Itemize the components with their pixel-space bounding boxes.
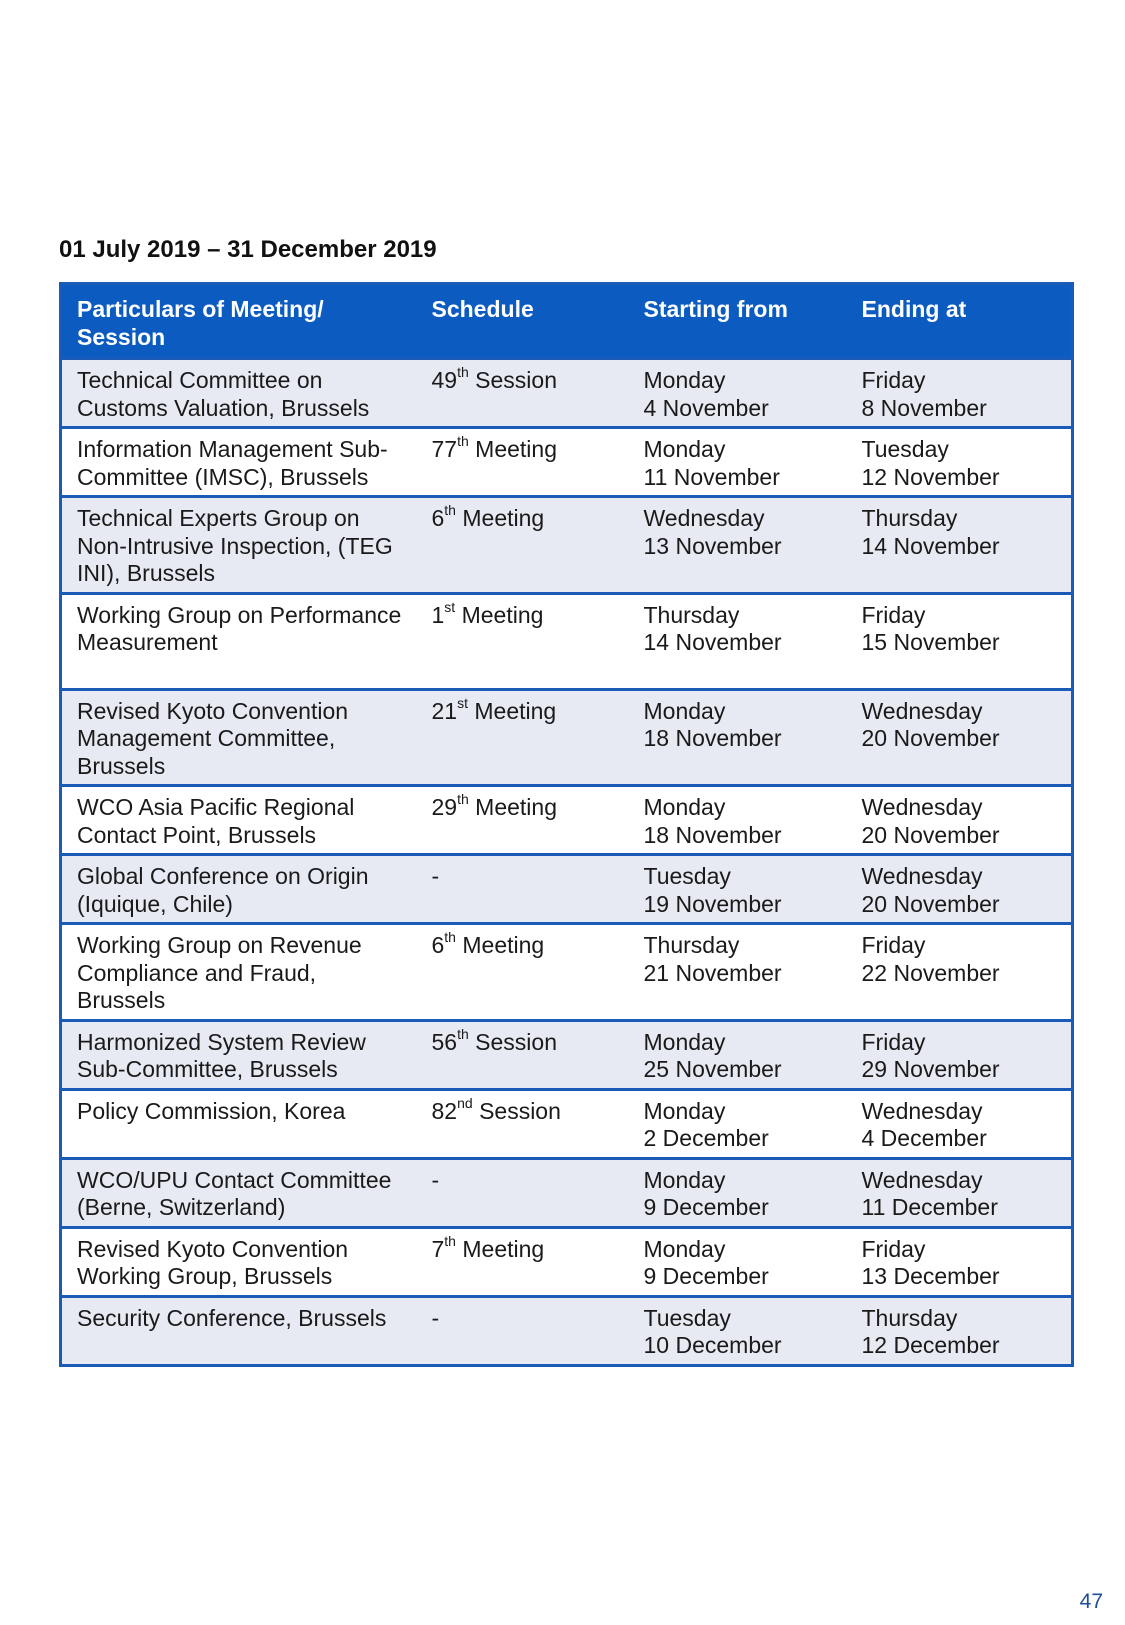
table-row xyxy=(61,1296,1073,1365)
meeting-particulars-cell: Working Group on Revenue Compliance and Fraud, Brussels xyxy=(61,924,417,1021)
schedule-cell xyxy=(417,1089,629,1158)
weekday: Friday xyxy=(861,601,926,628)
column-header-ending-at: Ending at xyxy=(847,284,1073,359)
date: 2 December xyxy=(643,1125,769,1151)
date: 14 November xyxy=(643,629,782,655)
meeting-schedule-table xyxy=(59,282,1074,1367)
meeting-particulars-cell: Revised Kyoto Convention Working Group, Brussels xyxy=(61,1227,417,1296)
meeting-particulars-cell: WCO Asia Pacific Regional Contact Point, Brussels xyxy=(61,786,417,855)
schedule-ordinal-suffix: th xyxy=(444,929,456,946)
schedule-number: 7 xyxy=(431,1235,445,1262)
ending-at-cell xyxy=(847,1296,1073,1365)
table-body xyxy=(61,359,1073,1366)
table-header-row xyxy=(61,284,1073,359)
date: 14 November xyxy=(861,532,1000,559)
weekday: Monday xyxy=(643,1097,726,1124)
schedule-cell xyxy=(417,924,629,1021)
date: 9 December xyxy=(643,1263,769,1289)
table-row xyxy=(61,593,1073,689)
date: 15 November xyxy=(861,629,1000,655)
meeting-particulars-cell: Technical Committee on Customs Valuation, Brussels xyxy=(61,359,417,428)
weekday: Tuesday xyxy=(643,863,731,889)
schedule-number: 1 xyxy=(431,601,445,628)
schedule-kind: Meeting xyxy=(462,505,545,531)
table-row xyxy=(61,359,1073,428)
schedule-number: 6 xyxy=(431,932,445,958)
schedule-number: - xyxy=(431,863,440,889)
table-row xyxy=(61,497,1073,594)
page-number: 47 xyxy=(1079,1590,1103,1613)
weekday: Monday xyxy=(643,367,726,393)
schedule-ordinal-suffix: th xyxy=(444,502,456,519)
schedule-kind: Session xyxy=(475,1028,557,1055)
schedule-cell xyxy=(417,359,629,428)
starting-from-cell xyxy=(629,924,847,1021)
table-row xyxy=(61,1227,1073,1296)
starting-from-cell xyxy=(629,359,847,428)
schedule-ordinal-suffix: th xyxy=(457,433,469,450)
table-row xyxy=(61,924,1073,1021)
meeting-particulars-cell: Revised Kyoto Convention Management Committee, Brussels xyxy=(61,689,417,786)
meeting-particulars-cell: Harmonized System Review Sub-Committee, Brussels xyxy=(61,1020,417,1089)
date: 22 November xyxy=(861,959,1000,986)
starting-from-cell xyxy=(629,1089,847,1158)
schedule-cell xyxy=(417,786,629,855)
schedule-ordinal-suffix: st xyxy=(457,694,468,711)
schedule-ordinal-suffix: nd xyxy=(457,1094,473,1111)
schedule-number: 82 xyxy=(431,1097,458,1124)
date: 4 November xyxy=(643,394,769,421)
schedule-ordinal-suffix: th xyxy=(457,1025,469,1042)
weekday: Thursday xyxy=(643,601,740,628)
date: 8 November xyxy=(861,394,987,421)
weekday: Wednesday xyxy=(643,505,765,531)
schedule-cell xyxy=(417,497,629,594)
weekday: Monday xyxy=(643,436,726,462)
starting-from-cell xyxy=(629,1296,847,1365)
weekday: Thursday xyxy=(643,932,740,958)
column-header-particulars: Particulars of Meeting/ Session xyxy=(61,284,417,359)
meeting-particulars-cell: Global Conference on Origin (Iquique, Chile) xyxy=(61,855,417,924)
schedule-cell xyxy=(417,1227,629,1296)
date: 12 November xyxy=(861,463,1000,490)
schedule-kind: Meeting xyxy=(475,436,557,462)
schedule-ordinal-suffix: th xyxy=(457,364,469,381)
date: 18 November xyxy=(643,725,782,751)
date: 13 November xyxy=(643,532,782,559)
table-row xyxy=(61,1158,1073,1227)
ending-at-cell xyxy=(847,689,1073,786)
meeting-particulars-cell: Working Group on Performance Measurement xyxy=(61,593,417,689)
date: 20 November xyxy=(861,821,1000,848)
weekday: Monday xyxy=(643,794,726,820)
column-header-starting-from: Starting from xyxy=(629,284,847,359)
weekday: Wednesday xyxy=(861,794,983,820)
weekday: Tuesday xyxy=(861,436,949,462)
schedule-number: 6 xyxy=(431,505,445,531)
date: 20 November xyxy=(861,725,1000,751)
weekday: Friday xyxy=(861,932,926,958)
schedule-kind: Session xyxy=(479,1097,561,1124)
weekday: Friday xyxy=(861,1028,926,1055)
table-row xyxy=(61,1089,1073,1158)
weekday: Thursday xyxy=(861,1304,958,1331)
table-row xyxy=(61,428,1073,497)
schedule-kind: Meeting xyxy=(475,794,557,820)
meeting-particulars-cell: Policy Commission, Korea xyxy=(61,1089,417,1158)
schedule-ordinal-suffix: th xyxy=(457,791,469,808)
ending-at-cell xyxy=(847,359,1073,428)
date: 18 November xyxy=(643,821,782,848)
date: 25 November xyxy=(643,1056,782,1082)
starting-from-cell xyxy=(629,497,847,594)
schedule-number: 56 xyxy=(431,1028,458,1055)
schedule-kind: Meeting xyxy=(462,932,545,958)
date: 10 December xyxy=(643,1332,782,1358)
table-row xyxy=(61,786,1073,855)
ending-at-cell xyxy=(847,1158,1073,1227)
schedule-number: 49 xyxy=(431,367,458,393)
table-row xyxy=(61,689,1073,786)
schedule-cell xyxy=(417,1158,629,1227)
schedule-kind: Meeting xyxy=(461,601,544,628)
date: 13 December xyxy=(861,1263,1000,1289)
weekday: Wednesday xyxy=(861,1166,983,1193)
ending-at-cell xyxy=(847,786,1073,855)
schedule-cell xyxy=(417,855,629,924)
weekday: Wednesday xyxy=(861,863,983,889)
date: 11 November xyxy=(643,463,780,490)
schedule-number: - xyxy=(431,1304,440,1331)
date: 11 December xyxy=(861,1194,998,1220)
starting-from-cell xyxy=(629,428,847,497)
schedule-kind: Meeting xyxy=(474,697,557,724)
meeting-particulars-cell: WCO/UPU Contact Committee (Berne, Switzerland) xyxy=(61,1158,417,1227)
weekday: Tuesday xyxy=(643,1304,731,1331)
schedule-ordinal-suffix: st xyxy=(444,598,456,615)
ending-at-cell xyxy=(847,1020,1073,1089)
schedule-cell xyxy=(417,428,629,497)
schedule-cell xyxy=(417,1020,629,1089)
meeting-particulars-cell: Technical Experts Group on Non-Intrusive Inspection, (TEG INI), Brussels xyxy=(61,497,417,594)
meeting-particulars-cell: Security Conference, Brussels xyxy=(61,1296,417,1365)
ending-at-cell xyxy=(847,855,1073,924)
weekday: Monday xyxy=(643,1166,726,1193)
schedule-ordinal-suffix: th xyxy=(444,1232,456,1249)
weekday: Friday xyxy=(861,367,926,393)
weekday: Monday xyxy=(643,1028,726,1055)
weekday: Monday xyxy=(643,1235,726,1262)
date: 19 November xyxy=(643,890,782,917)
ending-at-cell xyxy=(847,428,1073,497)
starting-from-cell xyxy=(629,855,847,924)
schedule-kind: Session xyxy=(475,367,557,393)
weekday: Monday xyxy=(643,697,726,724)
column-header-schedule: Schedule xyxy=(417,284,629,359)
ending-at-cell xyxy=(847,593,1073,689)
ending-at-cell xyxy=(847,497,1073,594)
schedule-number: 21 xyxy=(431,697,458,724)
starting-from-cell xyxy=(629,689,847,786)
schedule-number: - xyxy=(431,1166,440,1193)
schedule-kind: Meeting xyxy=(462,1235,545,1262)
period-heading: 01 July 2019 – 31 December 2019 xyxy=(59,236,437,263)
table-row xyxy=(61,1020,1073,1089)
weekday: Wednesday xyxy=(861,697,983,724)
starting-from-cell xyxy=(629,1158,847,1227)
starting-from-cell xyxy=(629,1020,847,1089)
date: 21 November xyxy=(643,959,782,986)
ending-at-cell xyxy=(847,1227,1073,1296)
date: 12 December xyxy=(861,1332,1000,1358)
weekday: Thursday xyxy=(861,505,958,531)
schedule-number: 77 xyxy=(431,436,458,462)
starting-from-cell xyxy=(629,1227,847,1296)
date: 20 November xyxy=(861,890,1000,917)
date: 9 December xyxy=(643,1194,769,1220)
schedule-cell xyxy=(417,1296,629,1365)
table-row xyxy=(61,855,1073,924)
ending-at-cell xyxy=(847,924,1073,1021)
starting-from-cell xyxy=(629,593,847,689)
weekday: Wednesday xyxy=(861,1097,983,1124)
ending-at-cell xyxy=(847,1089,1073,1158)
schedule-cell xyxy=(417,689,629,786)
schedule-cell xyxy=(417,593,629,689)
meeting-particulars-cell: Information Management Sub-Committee (IMSC), Brussels xyxy=(61,428,417,497)
schedule-number: 29 xyxy=(431,794,458,820)
starting-from-cell xyxy=(629,786,847,855)
date: 4 December xyxy=(861,1125,987,1151)
date: 29 November xyxy=(861,1056,1000,1082)
weekday: Friday xyxy=(861,1235,926,1262)
